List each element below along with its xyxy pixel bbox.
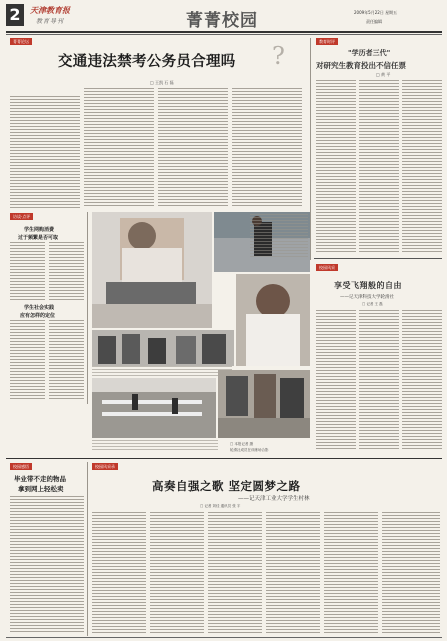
text-column — [232, 88, 302, 208]
left-section-label: 菁菁论坛 — [10, 38, 32, 45]
paper-name: 天津教育报 — [30, 5, 70, 15]
right-subhead-3: ——记天津科技大学轮滑社 — [340, 295, 394, 300]
right-headline-2: 对研究生教育投出不信任票 — [316, 61, 406, 70]
column-rule — [310, 38, 311, 260]
bottom-left-headline: 毕业带不走的物品 — [14, 475, 66, 483]
text-column — [382, 512, 440, 634]
text-column — [10, 320, 45, 400]
text-column — [402, 80, 442, 252]
caption-text — [92, 366, 232, 376]
issue-date: 2009年5月22日 星期五 — [354, 10, 398, 15]
right-section-label-2: 校园风采 — [316, 264, 338, 271]
photo-skater-portrait — [236, 274, 310, 366]
sub-headline-2b: 应有怎样的定位 — [20, 313, 56, 319]
text-column — [92, 512, 146, 634]
photo-skaters-crowd — [218, 370, 310, 438]
photo-group-cones — [92, 330, 234, 366]
right-byline: □ 黄 平 — [376, 72, 391, 77]
text-column — [266, 512, 320, 634]
bottom-left-label: 校园感悟 — [10, 463, 32, 470]
right-headline-3: 享受飞翔般的自由 — [334, 281, 402, 290]
page-number: 2 — [6, 4, 24, 26]
text-column — [150, 512, 204, 634]
bottom-rule — [6, 458, 442, 459]
text-column — [49, 320, 84, 400]
column-rule — [87, 462, 88, 636]
right-byline-3: □ 记者 王 磊 — [362, 302, 383, 306]
text-column — [316, 80, 356, 252]
section-rule — [314, 258, 442, 259]
text-column — [208, 512, 262, 634]
text-column — [49, 242, 84, 300]
bottom-subhead: ——记天津工业大学学生村林 — [238, 496, 310, 502]
sub-headline-1: 学生网购消费 — [24, 227, 55, 233]
text-column — [324, 512, 378, 634]
text-column — [10, 96, 80, 208]
right-section-label: 教育时评 — [316, 38, 338, 45]
sub-section-label: 访谈·点评 — [10, 213, 33, 220]
page-tag: 责任编辑 — [366, 19, 382, 24]
caption-text — [250, 214, 308, 258]
text-column — [158, 88, 228, 208]
text-column — [10, 496, 84, 634]
masthead-rule — [6, 31, 442, 33]
left-byline: □ 王凯 石 磊 — [150, 80, 174, 85]
left-headline: 交通违法禁考公务员合理吗 — [58, 54, 236, 70]
text-column — [10, 242, 45, 300]
section-title: 菁菁校园 — [186, 11, 258, 31]
text-column — [359, 80, 399, 252]
text-column — [402, 310, 442, 450]
paper-sub: 教育导刊 — [36, 18, 65, 25]
right-headline-1: "学历者三代" — [348, 49, 391, 57]
photo-skater-sitting — [92, 212, 212, 328]
bottom-center-label: 校园风采录 — [92, 463, 118, 470]
bottom-byline: □ 记者 刘佳 通讯员 张 宇 — [200, 504, 241, 508]
sub-headline-2: 学生社会实践 — [24, 305, 55, 311]
masthead — [6, 4, 442, 30]
question-mark: ? — [272, 42, 285, 70]
text-column — [316, 310, 356, 450]
caption-text — [92, 440, 218, 452]
photo-caption: 轮滑社成员在训练场合影 — [230, 448, 269, 452]
text-column — [359, 310, 399, 450]
sub-headline-1b: 过于频繁是否可取 — [18, 235, 59, 241]
page-bottom-rule — [6, 637, 442, 638]
bottom-headline: 高奏自强之歌 坚定圆梦之路 — [152, 479, 301, 493]
text-column — [84, 88, 154, 208]
photo-skate-track — [92, 378, 216, 438]
bottom-left-headline-2: 拿到网上轻松卖 — [18, 485, 64, 493]
masthead-rule-thin — [6, 34, 442, 35]
photo-credit: □ 本报记者 摄 — [230, 442, 254, 446]
column-rule — [87, 212, 88, 404]
